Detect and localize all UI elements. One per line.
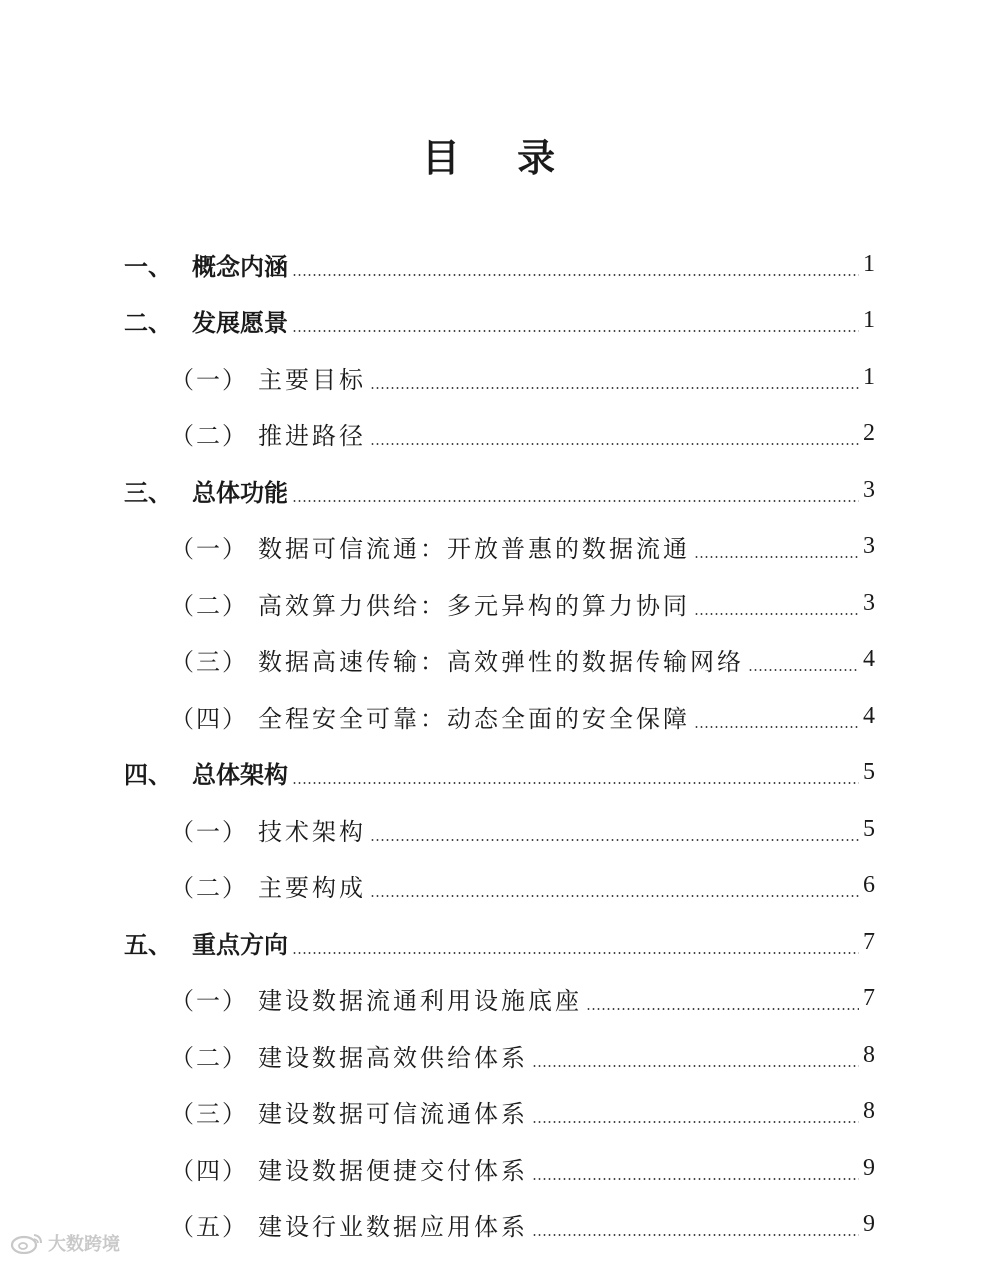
dot-leader (748, 669, 859, 671)
toc-entry-page: 5 (863, 759, 875, 786)
toc-entry-page: 1 (863, 363, 875, 390)
toc-subentry[interactable] (0, 406, 999, 463)
dot-leader (292, 952, 859, 954)
toc-entry-number: 二、 (124, 309, 172, 338)
toc-entry-page: 9 (863, 1211, 875, 1238)
toc-subentry[interactable] (0, 519, 999, 576)
toc-entry-number: （一） (170, 535, 248, 564)
toc-entry-label: 建设数据便捷交付体系 (258, 1156, 528, 1185)
toc-subentry[interactable] (0, 1140, 999, 1197)
toc-subentry[interactable] (0, 688, 999, 745)
dot-leader (532, 1065, 859, 1067)
toc-entry-label: 推进路径 (258, 422, 366, 451)
dot-leader (370, 895, 859, 897)
toc-entry-label: 重点方向 (192, 930, 288, 959)
toc-entry-number: （五） (170, 1213, 248, 1242)
toc-subentry[interactable] (0, 971, 999, 1028)
toc-entry-number: （二） (170, 422, 248, 451)
toc-entry-number: （三） (170, 648, 248, 677)
toc-entry-number: 四、 (124, 761, 172, 790)
dot-leader (694, 726, 859, 728)
toc-entry-number: （四） (170, 704, 248, 733)
toc-entry[interactable] (0, 914, 999, 971)
toc-entry-page: 7 (863, 985, 875, 1012)
dot-leader (586, 1008, 859, 1010)
toc-entry-number: 三、 (124, 478, 172, 507)
dot-leader (292, 330, 859, 332)
toc-entry-number: （一） (170, 365, 248, 394)
toc-entry-label: 建设数据高效供给体系 (258, 1043, 528, 1072)
toc-entry-number: （二） (170, 591, 248, 620)
toc-entry-label: 发展愿景 (192, 309, 288, 338)
dot-leader (292, 782, 859, 784)
watermark (10, 1230, 120, 1256)
toc-subentry[interactable] (0, 575, 999, 632)
table-of-contents (0, 236, 999, 1253)
toc-entry-label: 数据可信流通：开放普惠的数据流通 (258, 535, 690, 564)
toc-subentry[interactable] (0, 1027, 999, 1084)
dot-leader (694, 613, 859, 615)
toc-entry-page: 3 (863, 476, 875, 503)
toc-entry-page: 5 (863, 815, 875, 842)
toc-entry-page: 8 (863, 1041, 875, 1068)
toc-entry-label: 概念内涵 (192, 252, 288, 281)
toc-entry-label: 建设数据流通利用设施底座 (258, 987, 582, 1016)
toc-entry-number: （一） (170, 987, 248, 1016)
toc-entry-label: 建设数据可信流通体系 (258, 1100, 528, 1129)
toc-entry-label: 主要构成 (258, 874, 366, 903)
toc-entry-label: 建设行业数据应用体系 (258, 1213, 528, 1242)
toc-entry-label: 总体架构 (192, 761, 288, 790)
toc-entry[interactable] (0, 462, 999, 519)
dot-leader (532, 1234, 859, 1236)
toc-entry[interactable] (0, 745, 999, 802)
toc-entry-page: 3 (863, 589, 875, 616)
toc-entry-label: 高效算力供给：多元异构的算力协同 (258, 591, 690, 620)
toc-subentry[interactable] (0, 632, 999, 689)
weibo-logo-icon (10, 1232, 44, 1254)
toc-entry-page: 3 (863, 533, 875, 560)
toc-entry-number: （三） (170, 1100, 248, 1129)
dot-leader (370, 443, 859, 445)
toc-subentry[interactable] (0, 801, 999, 858)
dot-leader (370, 839, 859, 841)
toc-subentry[interactable] (0, 349, 999, 406)
toc-entry-number: （二） (170, 874, 248, 903)
toc-entry-page: 4 (863, 702, 875, 729)
toc-subentry[interactable] (0, 858, 999, 915)
toc-entry[interactable] (0, 293, 999, 350)
page-title: 目 录 (421, 136, 578, 180)
dot-leader (370, 387, 859, 389)
toc-entry-number: （二） (170, 1043, 248, 1072)
watermark-text: 大数跨境 (48, 1234, 120, 1255)
dot-leader (532, 1121, 859, 1123)
toc-entry-page: 7 (863, 928, 875, 955)
toc-entry-label: 技术架构 (258, 817, 366, 846)
toc-entry-page: 8 (863, 1098, 875, 1125)
dot-leader (292, 274, 859, 276)
toc-entry-number: （一） (170, 817, 248, 846)
toc-entry-page: 9 (863, 1154, 875, 1181)
toc-entry-number: 五、 (124, 930, 172, 959)
toc-entry-label: 主要目标 (258, 365, 366, 394)
toc-entry-label: 总体功能 (192, 478, 288, 507)
dot-leader (292, 500, 859, 502)
toc-entry-page: 1 (863, 307, 875, 334)
toc-entry-number: 一、 (124, 252, 172, 281)
toc-entry[interactable] (0, 236, 999, 293)
toc-subentry[interactable] (0, 1084, 999, 1141)
toc-entry-number: （四） (170, 1156, 248, 1185)
toc-subentry[interactable] (0, 1197, 999, 1254)
toc-entry-page: 4 (863, 646, 875, 673)
dot-leader (694, 556, 859, 558)
toc-entry-page: 2 (863, 420, 875, 447)
toc-entry-label: 全程安全可靠：动态全面的安全保障 (258, 704, 690, 733)
toc-entry-page: 6 (863, 872, 875, 899)
dot-leader (532, 1178, 859, 1180)
toc-entry-label: 数据高速传输：高效弹性的数据传输网络 (258, 648, 744, 677)
toc-entry-page: 1 (863, 250, 875, 277)
